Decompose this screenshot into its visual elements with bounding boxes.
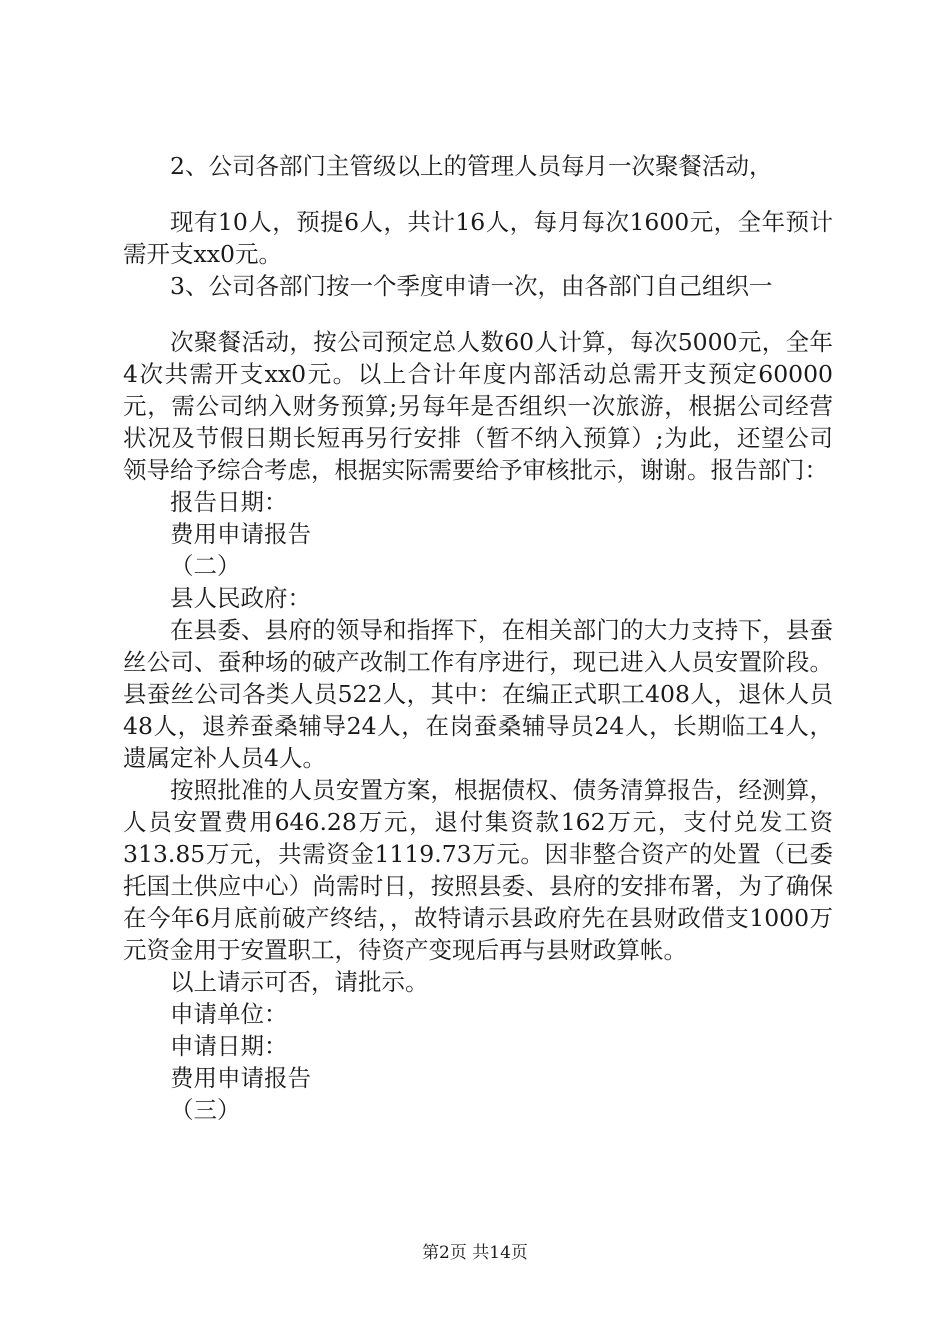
section-number: （三） — [170, 1096, 241, 1124]
section-title: 费用申请报告 — [170, 1064, 311, 1092]
body-paragraph: 按照批准的人员安置方案，根据债权、债务清算报告，经测算，人员安置费用646.28万元，退付集资款162万元，支付兑发工资313.85万元，共需资金1119.73万元。因非整合资产的处置（已委托国土供应中心）尚需时日，按照县委、县府的安排布署，为了确保在今年6月底前破产终结，，故特请示县政府先在县财政借支1000万元资金用于安置职工，待资产变现后再与县财政算帐。 — [123, 776, 833, 964]
application-date-label: 申请日期： — [170, 1032, 288, 1060]
paragraph-item-2-detail: 现有10人，预提6人，共计16人，每月每次1600元，全年预计需开支xx0元。 — [123, 208, 833, 268]
paragraph-item-3: 3、公司各部门按一个季度申请一次，由各部门自己组织一 — [170, 272, 773, 300]
applicant-label: 申请单位： — [170, 1000, 288, 1028]
section-number: （二） — [170, 552, 241, 580]
paragraph-item-2: 2、公司各部门主管级以上的管理人员每月一次聚餐活动， — [170, 152, 773, 180]
page-footer — [0, 1241, 950, 1265]
addressee: 县人民政府： — [170, 584, 311, 612]
page-number: 第2页 共14页 — [422, 1243, 528, 1263]
document-body — [123, 150, 833, 1126]
report-date-label: 报告日期： — [170, 488, 288, 516]
body-paragraph: 在县委、县府的领导和指挥下，在相关部门的大力支持下，县蚕丝公司、蚕种场的破产改制工作有序进行，现已进入人员安置阶段。县蚕丝公司各类人员522人，其中：在编正式职工408人，退休人员48人，退养蚕桑辅导24人，在岗蚕桑辅导员24人，长期临工4人，遗属定补人员4人。 — [123, 616, 833, 772]
paragraph-item-3-detail: 次聚餐活动，按公司预定总人数60人计算，每次5000元，全年4次共需开支xx0元。以上合计年度内部活动总需开支预定60000元，需公司纳入财务预算;另每年是否组织一次旅游，根据公司经营状况及节假日期长短再另行安排（暂不纳入预算）;为此，还望公司领导给予综合考虑，根据实际需要给予审核批示，谢谢。报告部门： — [123, 328, 833, 484]
section-title: 费用申请报告 — [170, 520, 311, 548]
closing-request: 以上请示可否，请批示。 — [170, 968, 429, 996]
